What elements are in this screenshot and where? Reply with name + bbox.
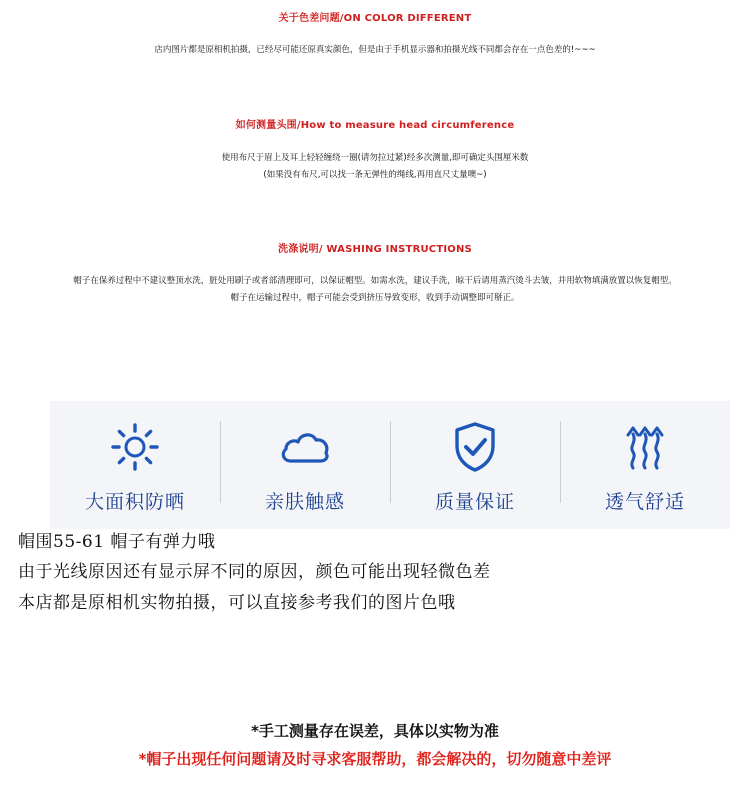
measure-heading: 如何测量头围/How to measure head circumference <box>235 120 515 131</box>
washing-heading: 洗涤说明/ WASHING INSTRUCTIONS <box>278 244 472 255</box>
shield-check-icon <box>447 419 503 475</box>
measurement-error-notice: *手工测量存在误差，具体以实物为准 <box>251 722 499 740</box>
feature-label: 质量保证 <box>434 491 515 513</box>
cloud-icon <box>277 419 333 475</box>
sun-icon <box>107 419 163 475</box>
measure-line-2: (如果没有布尺,可以找一条无弹性的绳线,再用直尺丈量噢~) <box>263 170 487 180</box>
color-difference-text: 店内图片都是原相机拍摄，已经尽可能还原真实颜色，但是由于手机显示器和拍摄光线不同都会存在一点色差的!~~~ <box>154 45 596 55</box>
features-band <box>50 401 730 529</box>
feature-quality <box>390 401 560 529</box>
size-note: 帽围55-61 帽子有弹力哦 <box>18 532 216 552</box>
feature-label: 亲肤触感 <box>264 491 345 513</box>
feature-sun-protection <box>50 401 220 529</box>
washing-line-1: 帽子在保养过程中不建议整顶水洗，脏处用刷子或者部清理即可，以保证帽型。如需水洗，建议手洗，晾干后请用蒸汽烫斗去皱，并用软物填满放置以恢复帽型。 <box>73 276 677 286</box>
airflow-icon <box>617 419 673 475</box>
customer-service-notice: *帽子出现任何问题请及时寻求客服帮助，都会解决的，切勿随意中差评 <box>138 750 612 768</box>
measure-line-1: 使用布尺于眉上及耳上轻轻缠绕一圈(请勿拉过紧)经多次测量,即可确定头围厘米数 <box>221 153 529 163</box>
washing-text <box>0 273 750 307</box>
photo-note: 本店都是原相机实物拍摄，可以直接参考我们的图片色哦 <box>18 593 456 613</box>
color-note: 由于光线原因还有显示屏不同的原因，颜色可能出现轻微色差 <box>18 562 491 582</box>
feature-label: 大面积防晒 <box>84 491 185 513</box>
washing-line-2: 帽子在运输过程中，帽子可能会受到挤压导致变形，收到手动调整即可掰正。 <box>230 293 520 303</box>
color-difference-heading: 关于色差问题/ON COLOR DIFFERENT <box>278 13 472 24</box>
feature-breathable <box>560 401 730 529</box>
measure-text <box>0 150 750 184</box>
feature-label: 透气舒适 <box>604 491 685 513</box>
feature-skin-friendly <box>220 401 390 529</box>
